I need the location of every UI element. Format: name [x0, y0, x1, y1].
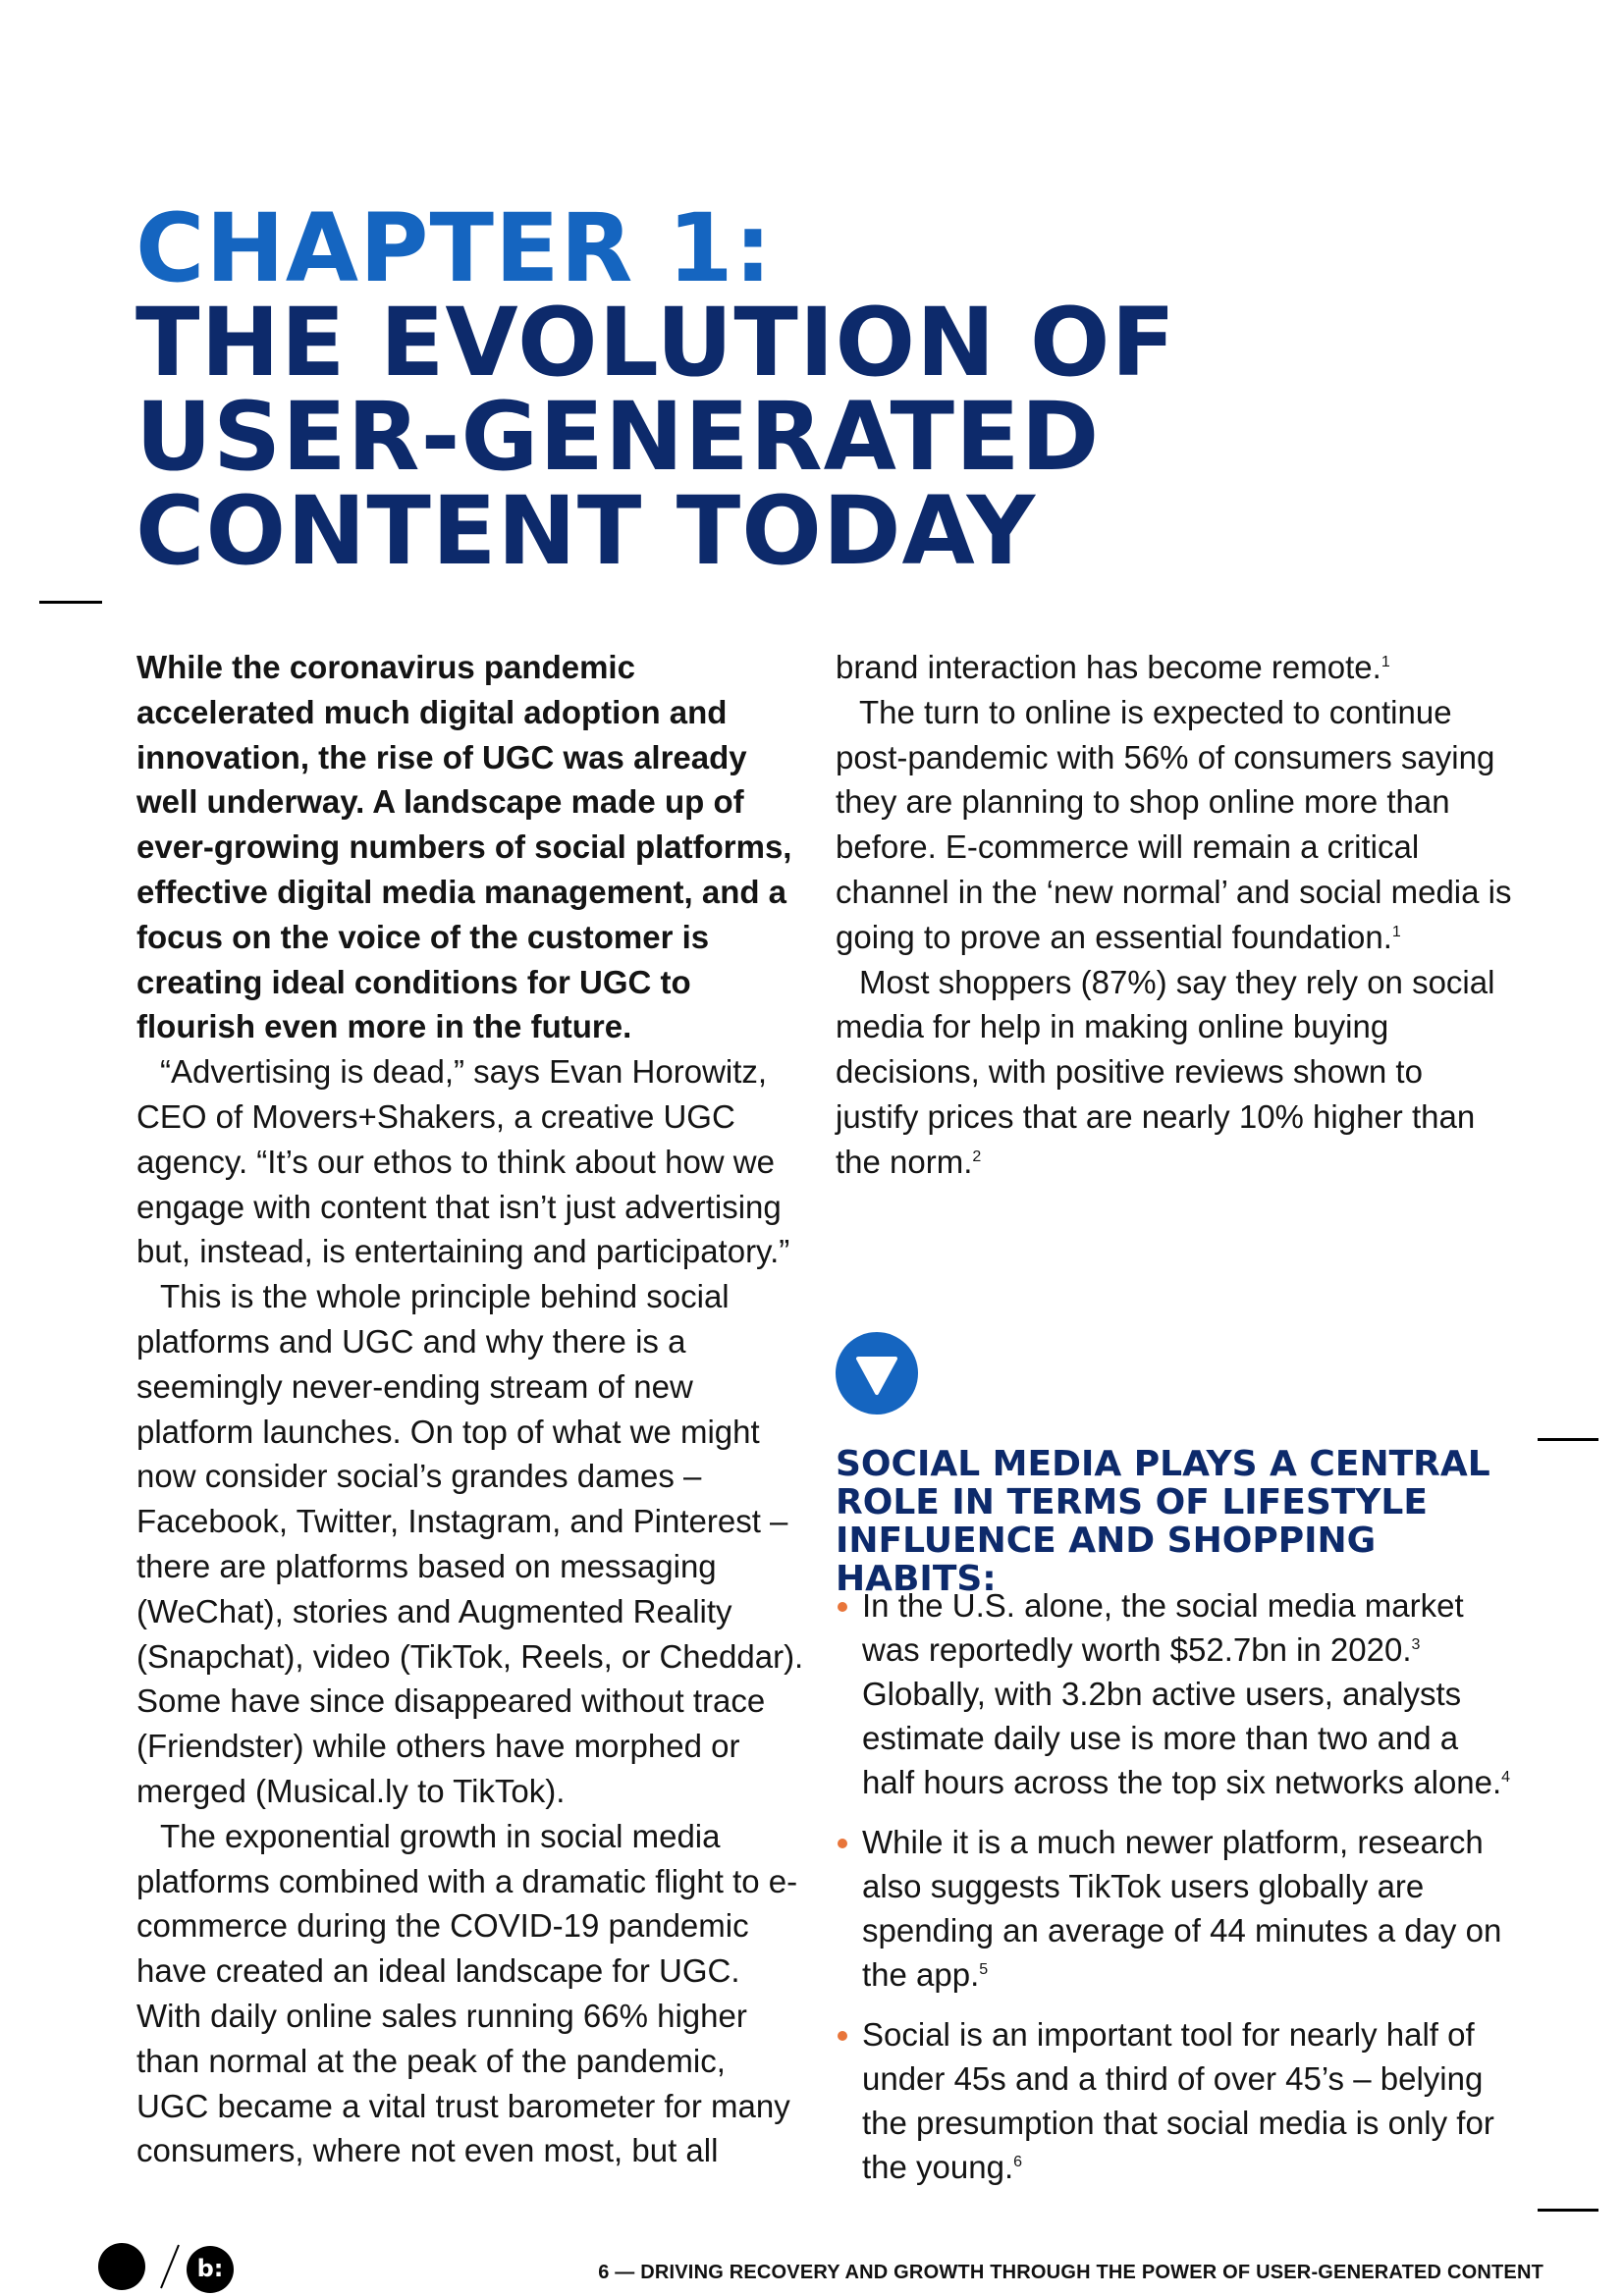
- left-margin-rule: [39, 601, 102, 604]
- bullet-list: [836, 1583, 1513, 2205]
- body-paragraph: The exponential growth in social media platforms combined with a dramatic flight to e-commerce during the COVID-19 pandemic have created an ideal landscape for UGC. With daily online sales running 66% higher than normal at the peak of the pandemic, UGC became a vital trust barometer for many consumers, where not even most, but all: [136, 1817, 798, 2169]
- right-column: [836, 645, 1513, 1185]
- bullet-dot-icon: [838, 2031, 847, 2041]
- list-item: [836, 1583, 1513, 1804]
- right-margin-rule-bottom: [1538, 2209, 1598, 2212]
- footnote-ref: 1: [1380, 654, 1390, 670]
- body-paragraph: [836, 960, 1513, 1185]
- footnote-ref: 5: [979, 1961, 989, 1978]
- title-line-1: THE EVOLUTION OF: [135, 288, 1177, 398]
- down-arrow-icon: [836, 1332, 918, 1415]
- brand-logo: b:: [187, 2246, 234, 2293]
- body-paragraph: “Advertising is dead,” says Evan Horowitz, CEO of Movers+Shakers, a creative UGC agency. “It’s our ethos to think about how we engage with content that isn’t just advertising but, instead, is entertaining and participatory.”: [136, 1053, 790, 1270]
- page-footer: 6 — DRIVING RECOVERY AND GROWTH THROUGH THE POWER OF USER-GENERATED CONTENT: [598, 2262, 1543, 2283]
- footnote-ref: 6: [1013, 2154, 1023, 2170]
- right-margin-rule-top: [1538, 1438, 1598, 1441]
- left-column: [136, 645, 804, 2173]
- footer-slash-icon: [157, 2241, 183, 2292]
- footnote-ref: 4: [1501, 1769, 1511, 1786]
- chapter-title: [135, 193, 1412, 586]
- paragraph-text: brand interaction has become remote.: [836, 649, 1381, 685]
- footnote-ref: 3: [1411, 1636, 1421, 1653]
- section-heading: SOCIAL MEDIA PLAYS A CENTRAL ROLE IN TERMS OF LIFESTYLE INFLUENCE AND SHOPPING HABITS:: [836, 1444, 1490, 1599]
- bullet-dot-icon: [838, 1602, 847, 1612]
- list-item-text: Globally, with 3.2bn active users, analysts estimate daily use is more than two and a half hours across the top six networks alone.: [862, 1676, 1502, 1800]
- list-item-text: In the U.S. alone, the social media market was reportedly worth $52.7bn in 2020.: [862, 1587, 1464, 1668]
- footer-dot-icon: [98, 2243, 145, 2290]
- list-item: [836, 1820, 1513, 1997]
- paragraph-text: The turn to online is expected to continue post-pandemic with 56% of consumers saying they are planning to shop online more than before. E-commerce will remain a critical channel in the ‘new normal’ and social media is going to prove an essential foundation.: [836, 693, 1512, 955]
- list-item-text: While it is a much newer platform, research also suggests TikTok users globally are spending an average of 44 minutes a day on the app.: [862, 1824, 1502, 1993]
- list-item: [836, 2012, 1513, 2189]
- body-paragraph: [836, 690, 1513, 960]
- list-item-text: Social is an important tool for nearly half of under 45s and a third of over 45’s – belying the presumption that social media is only for the young.: [862, 2016, 1494, 2185]
- down-arrow-glyph: [836, 1332, 918, 1415]
- bullet-dot-icon: [838, 1839, 847, 1848]
- title-line-2: USER-GENERATED: [135, 382, 1101, 492]
- title-line-3: CONTENT TODAY: [135, 476, 1037, 586]
- lead-paragraph: While the coronavirus pandemic accelerated much digital adoption and innovation, the rise of UGC was already well underway. A landscape made up of ever-growing numbers of social platforms, effective digital media management, and a focus on the voice of the customer is creating ideal conditions for UGC to flourish even more in the future.: [136, 649, 792, 1045]
- paragraph-text: Most shoppers (87%) say they rely on social media for help in making online buying decisions, with positive reviews shown to justify prices that are nearly 10% higher than the norm.: [836, 963, 1495, 1180]
- body-paragraph: This is the whole principle behind social platforms and UGC and why there is a seemingly never-ending stream of new platform launches. On top of what we might now consider social’s grandes dames – Facebook, Twitter, Instagram, and Pinterest – there are platforms based on messaging (WeChat), stories and Augmented Reality (Snapchat), video (TikTok, Reels, or Cheddar). Some have since disappeared without trace (Friendster) while others have morphed or merged (Musical.ly to TikTok).: [136, 1278, 804, 1809]
- chapter-label: CHAPTER 1:: [135, 193, 774, 303]
- footnote-ref: 2: [972, 1148, 982, 1165]
- footnote-ref: 1: [1391, 923, 1401, 940]
- body-paragraph: [836, 645, 1513, 690]
